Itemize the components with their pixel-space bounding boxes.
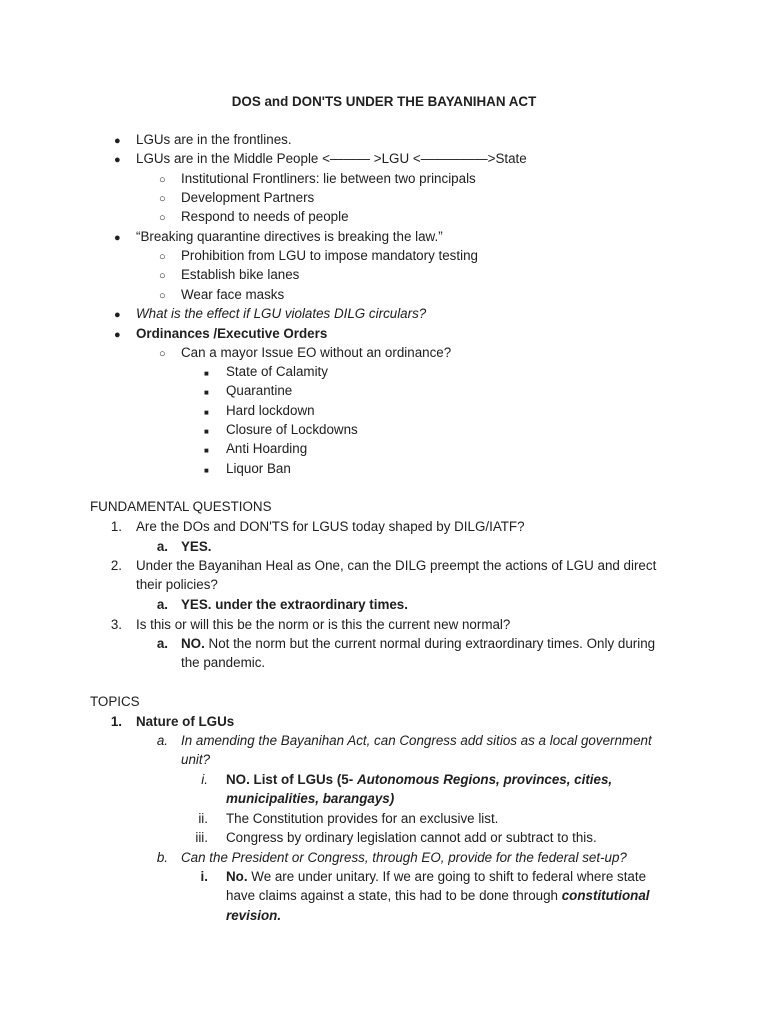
square-marker: ■ xyxy=(204,369,209,378)
sub-sub-list-item: State of Calamity xyxy=(226,364,328,379)
topic-answer: Congress by ordinary legislation cannot add or subtract to this. xyxy=(226,830,597,845)
answer-lead: NO. List of LGUs (5- xyxy=(226,772,357,787)
square-marker: ■ xyxy=(204,388,209,397)
topic-question-cont: unit? xyxy=(181,752,211,767)
sub-sub-list-item: Quarantine xyxy=(226,383,293,398)
answer-text: We are under unitary. If we are going to shift to federal where state xyxy=(247,869,647,884)
sub-list-item: Development Partners xyxy=(181,190,315,205)
answer-item xyxy=(181,636,655,652)
circle-marker: ○ xyxy=(159,270,166,282)
roman-marker: i. xyxy=(200,869,208,884)
topic-answer-cont xyxy=(226,888,650,904)
sub-sub-list-item: Closure of Lockdowns xyxy=(226,422,358,437)
list-number: 1. xyxy=(110,519,122,534)
section-heading-topics: TOPICS xyxy=(90,694,140,709)
section-heading-fundamental: FUNDAMENTAL QUESTIONS xyxy=(90,499,272,514)
list-item: LGUs are in the Middle People <——— >LGU <—————>State xyxy=(136,151,527,166)
list-item-heading: Ordinances /Executive Orders xyxy=(136,326,328,341)
square-marker: ■ xyxy=(204,408,209,417)
sub-list-item: Prohibition from LGU to impose mandatory testing xyxy=(181,248,478,263)
bullet-marker: ● xyxy=(114,329,121,341)
answer-lead: No. xyxy=(226,869,248,884)
topic-question: In amending the Bayanihan Act, can Congress add sitios as a local government xyxy=(181,733,652,748)
roman-marker: i. xyxy=(201,772,208,787)
circle-marker: ○ xyxy=(159,174,166,186)
answer-item: YES. xyxy=(181,539,212,554)
list-number: 1. xyxy=(110,714,122,729)
sub-sub-list-item: Hard lockdown xyxy=(226,403,315,418)
bullet-marker: ● xyxy=(114,309,121,321)
topic-letter: b. xyxy=(156,850,168,865)
roman-marker: iii. xyxy=(195,830,208,845)
answer-marker: a. xyxy=(156,539,168,554)
answer-emphasis: constitutional xyxy=(561,888,650,903)
sub-list-item: Can a mayor Issue EO without an ordinance? xyxy=(181,345,452,360)
bullet-marker: ● xyxy=(114,154,121,166)
list-item-question: What is the effect if LGU violates DILG circulars? xyxy=(136,306,427,321)
answer-lead: NO. xyxy=(181,636,205,651)
topic-answer-cont: municipalities, barangays) xyxy=(226,791,395,806)
topic-answer xyxy=(226,869,646,885)
bullet-marker: ● xyxy=(114,232,121,244)
list-item: LGUs are in the frontlines. xyxy=(136,132,292,147)
answer-emphasis: Autonomous Regions, provinces, cities, xyxy=(356,772,613,787)
page-title: DOS and DON'TS UNDER THE BAYANIHAN ACT xyxy=(231,94,537,109)
sub-list-item: Respond to needs of people xyxy=(181,209,349,224)
circle-marker: ○ xyxy=(159,348,166,360)
sub-list-item: Wear face masks xyxy=(181,287,285,302)
question-item: Are the DOs and DON'TS for LGUS today shaped by DILG/IATF? xyxy=(136,519,525,534)
circle-marker: ○ xyxy=(159,251,166,263)
circle-marker: ○ xyxy=(159,212,166,224)
list-number: 2. xyxy=(110,558,122,573)
topic-letter: a. xyxy=(156,733,168,748)
list-item: “Breaking quarantine directives is breaking the law.” xyxy=(136,229,443,244)
square-marker: ■ xyxy=(204,427,209,436)
sub-sub-list-item: Anti Hoarding xyxy=(226,441,308,456)
answer-item: YES. under the extraordinary times. xyxy=(181,597,408,612)
answer-text: have claims against a state, this had to be done through xyxy=(226,888,562,903)
circle-marker: ○ xyxy=(159,290,166,302)
sub-list-item: Institutional Frontliners: lie between two principals xyxy=(181,171,476,186)
question-item: Under the Bayanihan Heal as One, can the DILG preempt the actions of LGU and direct xyxy=(136,558,657,573)
topic-answer: The Constitution provides for an exclusive list. xyxy=(226,811,499,826)
answer-item-cont: the pandemic. xyxy=(181,655,266,670)
answer-marker: a. xyxy=(156,597,168,612)
answer-text: Not the norm but the current normal during extraordinary times. Only during xyxy=(204,636,656,651)
topic-heading: Nature of LGUs xyxy=(136,714,235,729)
question-item-cont: their policies? xyxy=(136,577,218,592)
topic-answer xyxy=(226,772,612,788)
list-number: 3. xyxy=(110,617,122,632)
topic-answer-cont: revision. xyxy=(226,908,282,923)
question-item: Is this or will this be the norm or is this the current new normal? xyxy=(136,617,511,632)
square-marker: ■ xyxy=(204,446,209,455)
sub-sub-list-item: Liquor Ban xyxy=(226,461,291,476)
sub-list-item: Establish bike lanes xyxy=(181,267,300,282)
answer-marker: a. xyxy=(156,636,168,651)
roman-marker: ii. xyxy=(198,811,208,826)
circle-marker: ○ xyxy=(159,193,166,205)
topic-question: Can the President or Congress, through EO, provide for the federal set-up? xyxy=(181,850,627,865)
square-marker: ■ xyxy=(204,466,209,475)
bullet-marker: ● xyxy=(114,135,121,147)
